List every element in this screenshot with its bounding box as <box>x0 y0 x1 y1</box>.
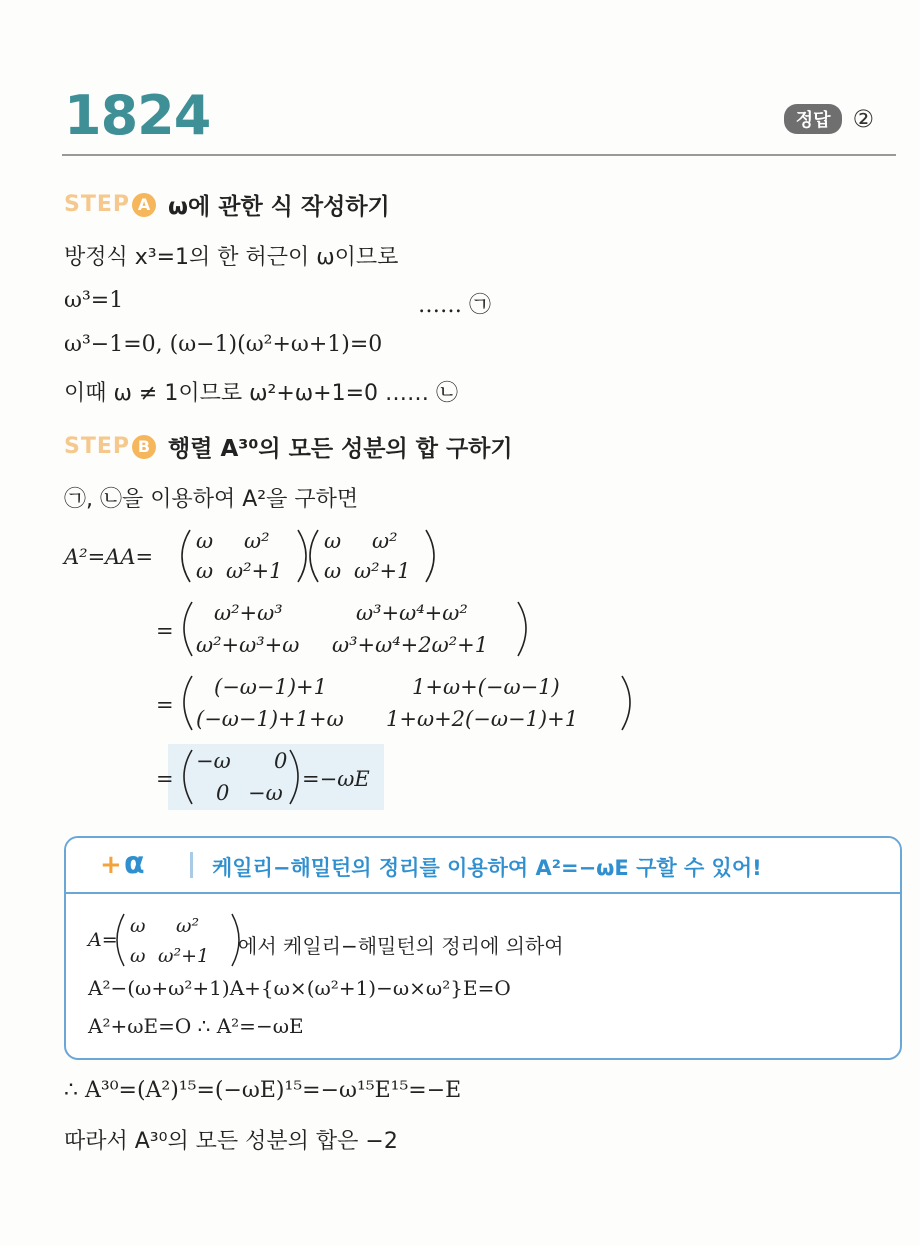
step-a-title: ω에 관한 식 작성하기 <box>168 194 390 220</box>
eq2-a22: ω³+ω⁴+2ω²+1 <box>332 633 489 657</box>
eq1-m1-a22: ω²+1 <box>226 559 283 583</box>
step-b-title: 행렬 A³⁰의 모든 성분의 합 구하기 <box>168 436 513 462</box>
conclusion-line-2: 따라서 A³⁰의 모든 성분의 합은 −2 <box>64 1129 398 1154</box>
tip-text-1: 에서 케일리−해밀턴의 정리에 의하여 <box>238 934 564 958</box>
tip-matrix-a11: ω <box>130 915 146 937</box>
eq4-rhs: =−ωE <box>302 767 370 791</box>
tip-text-2: A²−(ω+ω²+1)A+{ω×(ω²+1)−ω×ω²}E=O <box>88 976 511 1000</box>
eq4-a22: −ω <box>248 781 283 805</box>
tip-divider <box>190 852 193 878</box>
eq3-a21: (−ω−1)+1+ω <box>196 707 344 731</box>
tip-matrix-lhs: A= <box>88 929 118 951</box>
eq3-lhs: = <box>156 693 174 717</box>
eq4-a21: 0 <box>216 781 230 805</box>
step-a-line-3: ω³−1=0, (ω−1)(ω²+ω+1)=0 <box>64 332 383 357</box>
eq2-left-paren <box>184 602 192 656</box>
tip-header <box>66 838 900 894</box>
eq4-lhs: = <box>156 767 174 791</box>
step-b-letter: B <box>132 435 156 459</box>
tip-matrix-left-paren <box>117 914 124 966</box>
step-a-ref-1: …… ㉠ <box>418 293 491 318</box>
eq1-m2-a11: ω <box>324 529 342 553</box>
eq4-left-paren <box>184 750 192 804</box>
eq2-lhs: = <box>156 619 174 643</box>
eq1-m1-a21: ω <box>196 559 214 583</box>
alpha-icon: α <box>124 846 145 881</box>
step-b-tag: STEP <box>64 434 131 459</box>
step-a-line-2: ω³=1 <box>64 288 124 313</box>
tip-matrix-a21: ω <box>130 945 146 967</box>
plus-icon: + <box>100 850 122 880</box>
tip-box <box>64 836 902 1060</box>
eq1-m2-a12: ω² <box>372 529 398 553</box>
eq1-m1-a11: ω <box>196 529 214 553</box>
step-a-letter: A <box>132 193 156 217</box>
eq1-m1-left-paren <box>182 530 190 582</box>
eq1-m2-a22: ω²+1 <box>354 559 411 583</box>
eq1-m1-right-paren <box>298 530 306 582</box>
eq2-a12: ω³+ω⁴+ω² <box>356 601 468 625</box>
eq2-a21: ω²+ω³+ω <box>196 633 300 657</box>
tip-matrix-a22: ω²+1 <box>158 945 210 967</box>
eq3-a11: (−ω−1)+1 <box>214 675 328 699</box>
eq1-m2-right-paren <box>426 530 434 582</box>
eq3-left-paren <box>184 676 192 730</box>
eq1-lhs: A²=AA= <box>64 545 154 569</box>
eq4-right-paren <box>290 750 298 804</box>
tip-title: 케일리−해밀턴의 정리를 이용하여 A²=−ωE 구할 수 있어! <box>212 856 762 880</box>
step-a-tag: STEP <box>64 192 131 217</box>
tip-text-3: A²+ωE=O ∴ A²=−ωE <box>88 1014 304 1038</box>
eq3-a22: 1+ω+2(−ω−1)+1 <box>386 707 579 731</box>
eq1-m2-a21: ω <box>324 559 342 583</box>
step-a-line-4: 이때 ω ≠ 1이므로 ω²+ω+1=0 …… ㉡ <box>64 381 459 406</box>
step-a-line-1: 방정식 x³=1의 한 허근이 ω이므로 <box>64 245 399 270</box>
conclusion-line-1: ∴ A³⁰=(A²)¹⁵=(−ωE)¹⁵=−ω¹⁵E¹⁵=−E <box>64 1078 462 1103</box>
answer-value: ② <box>852 105 874 133</box>
eq2-right-paren <box>518 602 526 656</box>
eq1-m2-left-paren <box>310 530 318 582</box>
answer-badge: 정답 <box>784 104 843 134</box>
eq4-a12: 0 <box>274 749 288 773</box>
eq3-a12: 1+ω+(−ω−1) <box>412 675 560 699</box>
eq2-a11: ω²+ω³ <box>214 601 283 625</box>
problem-number: 1824 <box>64 84 211 147</box>
eq4-a11: −ω <box>196 749 231 773</box>
tip-matrix-a12: ω² <box>176 915 200 937</box>
eq3-right-paren <box>622 676 630 730</box>
eq1-m1-a12: ω² <box>244 529 270 553</box>
step-b-intro: ㉠, ㉡을 이용하여 A²을 구하면 <box>64 487 359 512</box>
